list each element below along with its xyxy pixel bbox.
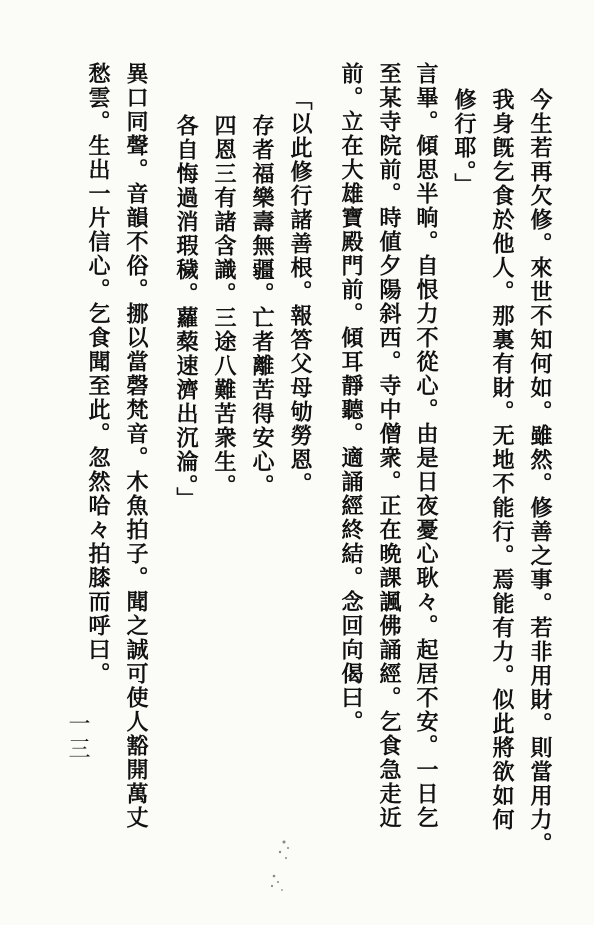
ink-speck-marks [262,832,302,902]
verse-line-2: 存者福樂壽無疆。亡者離苦得安心。 [249,114,275,498]
text-column-4: 言畢。傾思半晌。自恨力不從心。由是日夜憂心耿々。起居不安。一日乞 [413,62,439,830]
text-column-6: 前。立在大雄寶殿門前。傾耳靜聽。適誦經終結。念回向偈曰。 [338,62,364,734]
text-column-3: 修行耶。」 [451,88,477,197]
text-column-5: 至某寺院前。時値夕陽斜西。寺中僧衆。正在晩課諷佛誦經。乞食急走近 [376,62,402,830]
verse-line-3: 四恩三有諸含識。三途八難苦衆生。 [211,114,237,498]
verse-line-4: 各自悔過消瑕穢。蘿蔾速濟出沉淪。」 [173,114,199,511]
text-column-2: 我身旣乞食於他人。那裏有財。无地不能行。焉能有力。似此將欲如何 [489,88,515,832]
text-column-8: 愁雲。生出一片信心。乞食聞至此。忽然哈々拍膝而呼曰。 [85,62,111,686]
text-column-1: 今生若再欠修。來世不知何如。雖然。修善之事。若非用財。則當用力。 [527,88,553,856]
page-number: 一三 [65,712,90,762]
verse-line-1: 「以此修行諸善根。報答父母劬勞恩。 [287,88,313,496]
text-column-7: 異口同聲。音韻不俗。挪以當磬梵音。木魚拍子。聞之誠可使人豁開萬丈 [123,62,149,830]
